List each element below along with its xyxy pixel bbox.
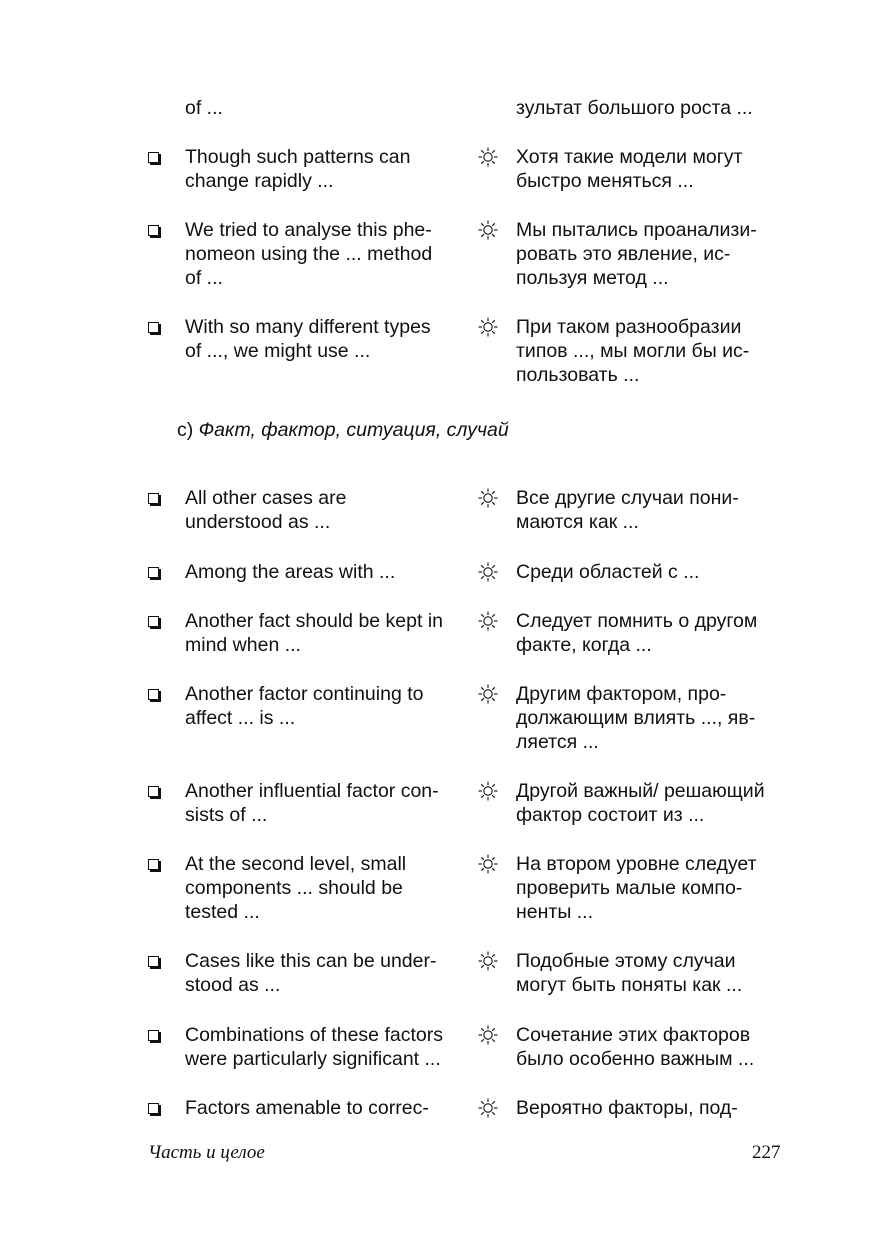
english-phrase: Though such patterns can change rapidly ...: [185, 146, 411, 192]
sun-icon: [478, 317, 498, 337]
english-phrase: At the second level, small components ... should be tested ...: [185, 853, 407, 923]
sun-icon: [478, 684, 498, 704]
sun-icon: [478, 1025, 498, 1045]
russian-translation: На втором уровне следует проверить малые компо- ненты ...: [516, 853, 757, 923]
english-phrase: We tried to analyse this phe- nomeon using the ... method of ...: [185, 219, 433, 289]
russian-translation: Другой важный/ решающий фактор состоит из ...: [516, 780, 765, 826]
sun-icon: [478, 611, 498, 631]
checkbox-square-icon: [148, 567, 159, 578]
checkbox-square-icon: [148, 786, 159, 797]
russian-translation: Следует помнить о другом факте, когда ...: [516, 610, 758, 656]
sun-icon: [478, 1098, 498, 1118]
running-footer-title: Часть и целое: [148, 1142, 265, 1163]
checkbox-square-icon: [148, 1030, 159, 1041]
checkbox-square-icon: [148, 859, 159, 870]
section-prefix: c): [177, 419, 194, 441]
english-phrase: Combinations of these factors were particularly significant ...: [185, 1024, 443, 1070]
english-phrase: With so many different types of ..., we might use ...: [185, 316, 431, 362]
checkbox-square-icon: [148, 493, 159, 504]
russian-translation: Сочетание этих факторов было особенно важным ...: [516, 1024, 755, 1070]
checkbox-square-icon: [148, 152, 159, 163]
english-phrase: of ...: [185, 97, 223, 119]
russian-translation: зультат большого роста ...: [516, 97, 753, 119]
sun-icon: [478, 220, 498, 240]
russian-translation: Мы пытались проанализи- ровать это явление, ис- пользуя метод ...: [516, 219, 757, 289]
sun-icon: [478, 951, 498, 971]
english-phrase: Another factor continuing to affect ... is ...: [185, 683, 424, 729]
sun-icon: [478, 781, 498, 801]
english-phrase: All other cases are understood as ...: [185, 487, 347, 533]
sun-icon: [478, 147, 498, 167]
russian-translation: Все другие случаи пони- маются как ...: [516, 487, 739, 533]
english-phrase: Factors amenable to correc-: [185, 1097, 429, 1119]
checkbox-square-icon: [148, 689, 159, 700]
russian-translation: Другим фактором, про- должающим влиять ..., яв- ляется ...: [516, 683, 756, 753]
english-phrase: Another influential factor con- sists of ...: [185, 780, 439, 826]
sun-icon: [478, 562, 498, 582]
section-heading: [177, 418, 509, 442]
english-phrase: Another fact should be kept in mind when ...: [185, 610, 444, 656]
sun-icon: [478, 488, 498, 508]
checkbox-square-icon: [148, 225, 159, 236]
russian-translation: При таком разнообразии типов ..., мы могли бы ис- пользовать ...: [516, 316, 750, 386]
english-phrase: Cases like this can be under- stood as ...: [185, 950, 437, 996]
checkbox-square-icon: [148, 1103, 159, 1114]
russian-translation: Среди областей с ...: [516, 561, 700, 583]
sun-icon: [478, 854, 498, 874]
section-title: Факт, фактор, ситуация, случай: [198, 419, 509, 441]
checkbox-square-icon: [148, 616, 159, 627]
checkbox-square-icon: [148, 956, 159, 967]
russian-translation: Хотя такие модели могут быстро меняться ...: [516, 146, 743, 192]
checkbox-square-icon: [148, 322, 159, 333]
page-number: 227: [752, 1142, 781, 1163]
russian-translation: Вероятно факторы, под-: [516, 1097, 738, 1119]
english-phrase: Among the areas with ...: [185, 561, 396, 583]
russian-translation: Подобные этому случаи могут быть поняты как ...: [516, 950, 743, 996]
